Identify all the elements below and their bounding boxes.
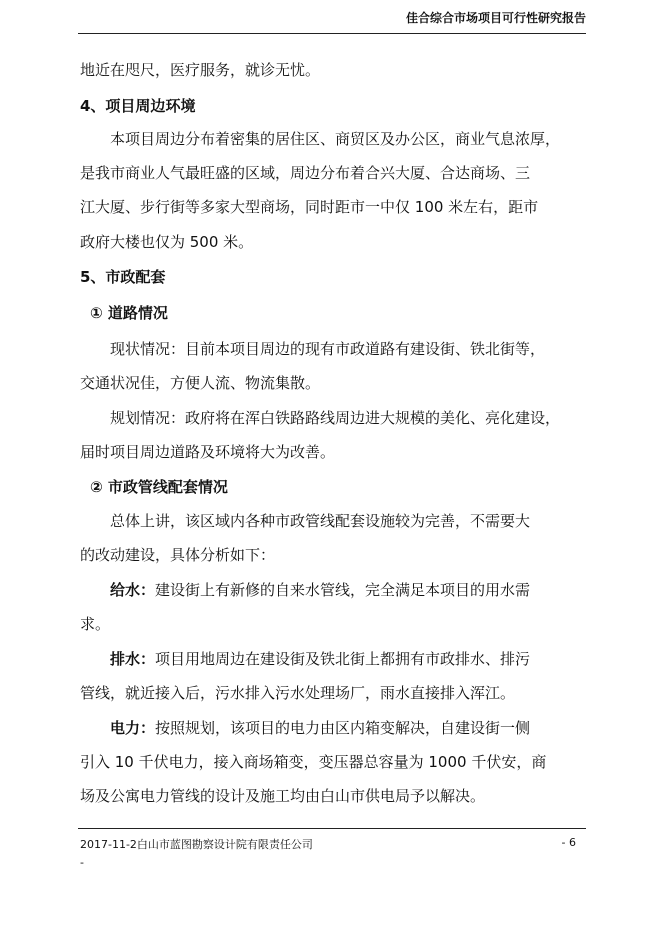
drainage-line <box>110 649 530 669</box>
section-heading-5: 5、市政配套 <box>80 268 166 286</box>
paragraph-line: 的改动建设，具体分析如下： <box>80 546 276 564</box>
paragraph-line: 求。 <box>80 615 111 633</box>
paragraph-line: 现状情况：目前本项目周边的现有市政道路有建设街、铁北街等， <box>110 340 546 358</box>
section-heading-4: 4、项目周边环境 <box>80 97 196 115</box>
paragraph-line: 总体上讲，该区域内各种市政管线配套设施较为完善，不需要大 <box>110 512 531 530</box>
power-label: 电力： <box>110 719 156 737</box>
paragraph-line: 届时项目周边道路及环境将大为改善。 <box>80 443 336 461</box>
paragraph-line: 本项目周边分布着密集的居住区、商贸区及办公区，商业气息浓厚， <box>110 130 561 148</box>
subheading-roads: ① 道路情况 <box>90 304 168 322</box>
paragraph-line: 引入 10 千伏电力，接入商场箱变，变压器总容量为 1000 千伏安，商 <box>80 753 547 771</box>
running-header-title: 佳合综合市场项目可行性研究报告 <box>405 11 586 25</box>
paragraph-line: 是我市商业人气最旺盛的区域，周边分布着合兴大厦、合达商场、三 <box>80 164 531 182</box>
paragraph-line: 交通状况佳，方便人流、物流集散。 <box>80 374 321 392</box>
water-supply-line <box>110 580 530 600</box>
power-text: 按照规划，该项目的电力由区内箱变解决，自建设街一侧 <box>155 719 531 737</box>
power-line <box>110 718 530 738</box>
footer-company: 2017-11-2白山市蓝图勘察设计院有限责任公司 <box>80 838 313 851</box>
paragraph-line: 政府大楼也仅为 500 米。 <box>80 233 254 251</box>
footer-rule <box>78 828 586 829</box>
drainage-label: 排水： <box>110 650 156 668</box>
subheading-pipelines: ② 市政管线配套情况 <box>90 478 228 496</box>
header-rule <box>78 33 586 34</box>
drainage-text: 项目用地周边在建设街及铁北街上都拥有市政排水、排污 <box>155 650 531 668</box>
page-number: - 6 <box>561 836 576 849</box>
footer-dash: - <box>80 856 84 869</box>
paragraph-line: 管线，就近接入后，污水排入污水处理场厂，雨水直接排入浑江。 <box>80 684 516 702</box>
paragraph-line: 地近在咫尺，医疗服务，就诊无忧。 <box>80 61 321 79</box>
paragraph-line: 江大厦、步行街等多家大型商场，同时距市一中仅 100 米左右，距市 <box>80 198 539 216</box>
paragraph-line: 规划情况：政府将在浑白铁路路线周边进大规模的美化、亮化建设， <box>110 409 561 427</box>
water-supply-label: 给水： <box>110 581 156 599</box>
paragraph-line: 场及公寓电力管线的设计及施工均由白山市供电局予以解决。 <box>80 787 486 805</box>
water-supply-text: 建设街上有新修的自来水管线，完全满足本项目的用水需 <box>155 581 531 599</box>
